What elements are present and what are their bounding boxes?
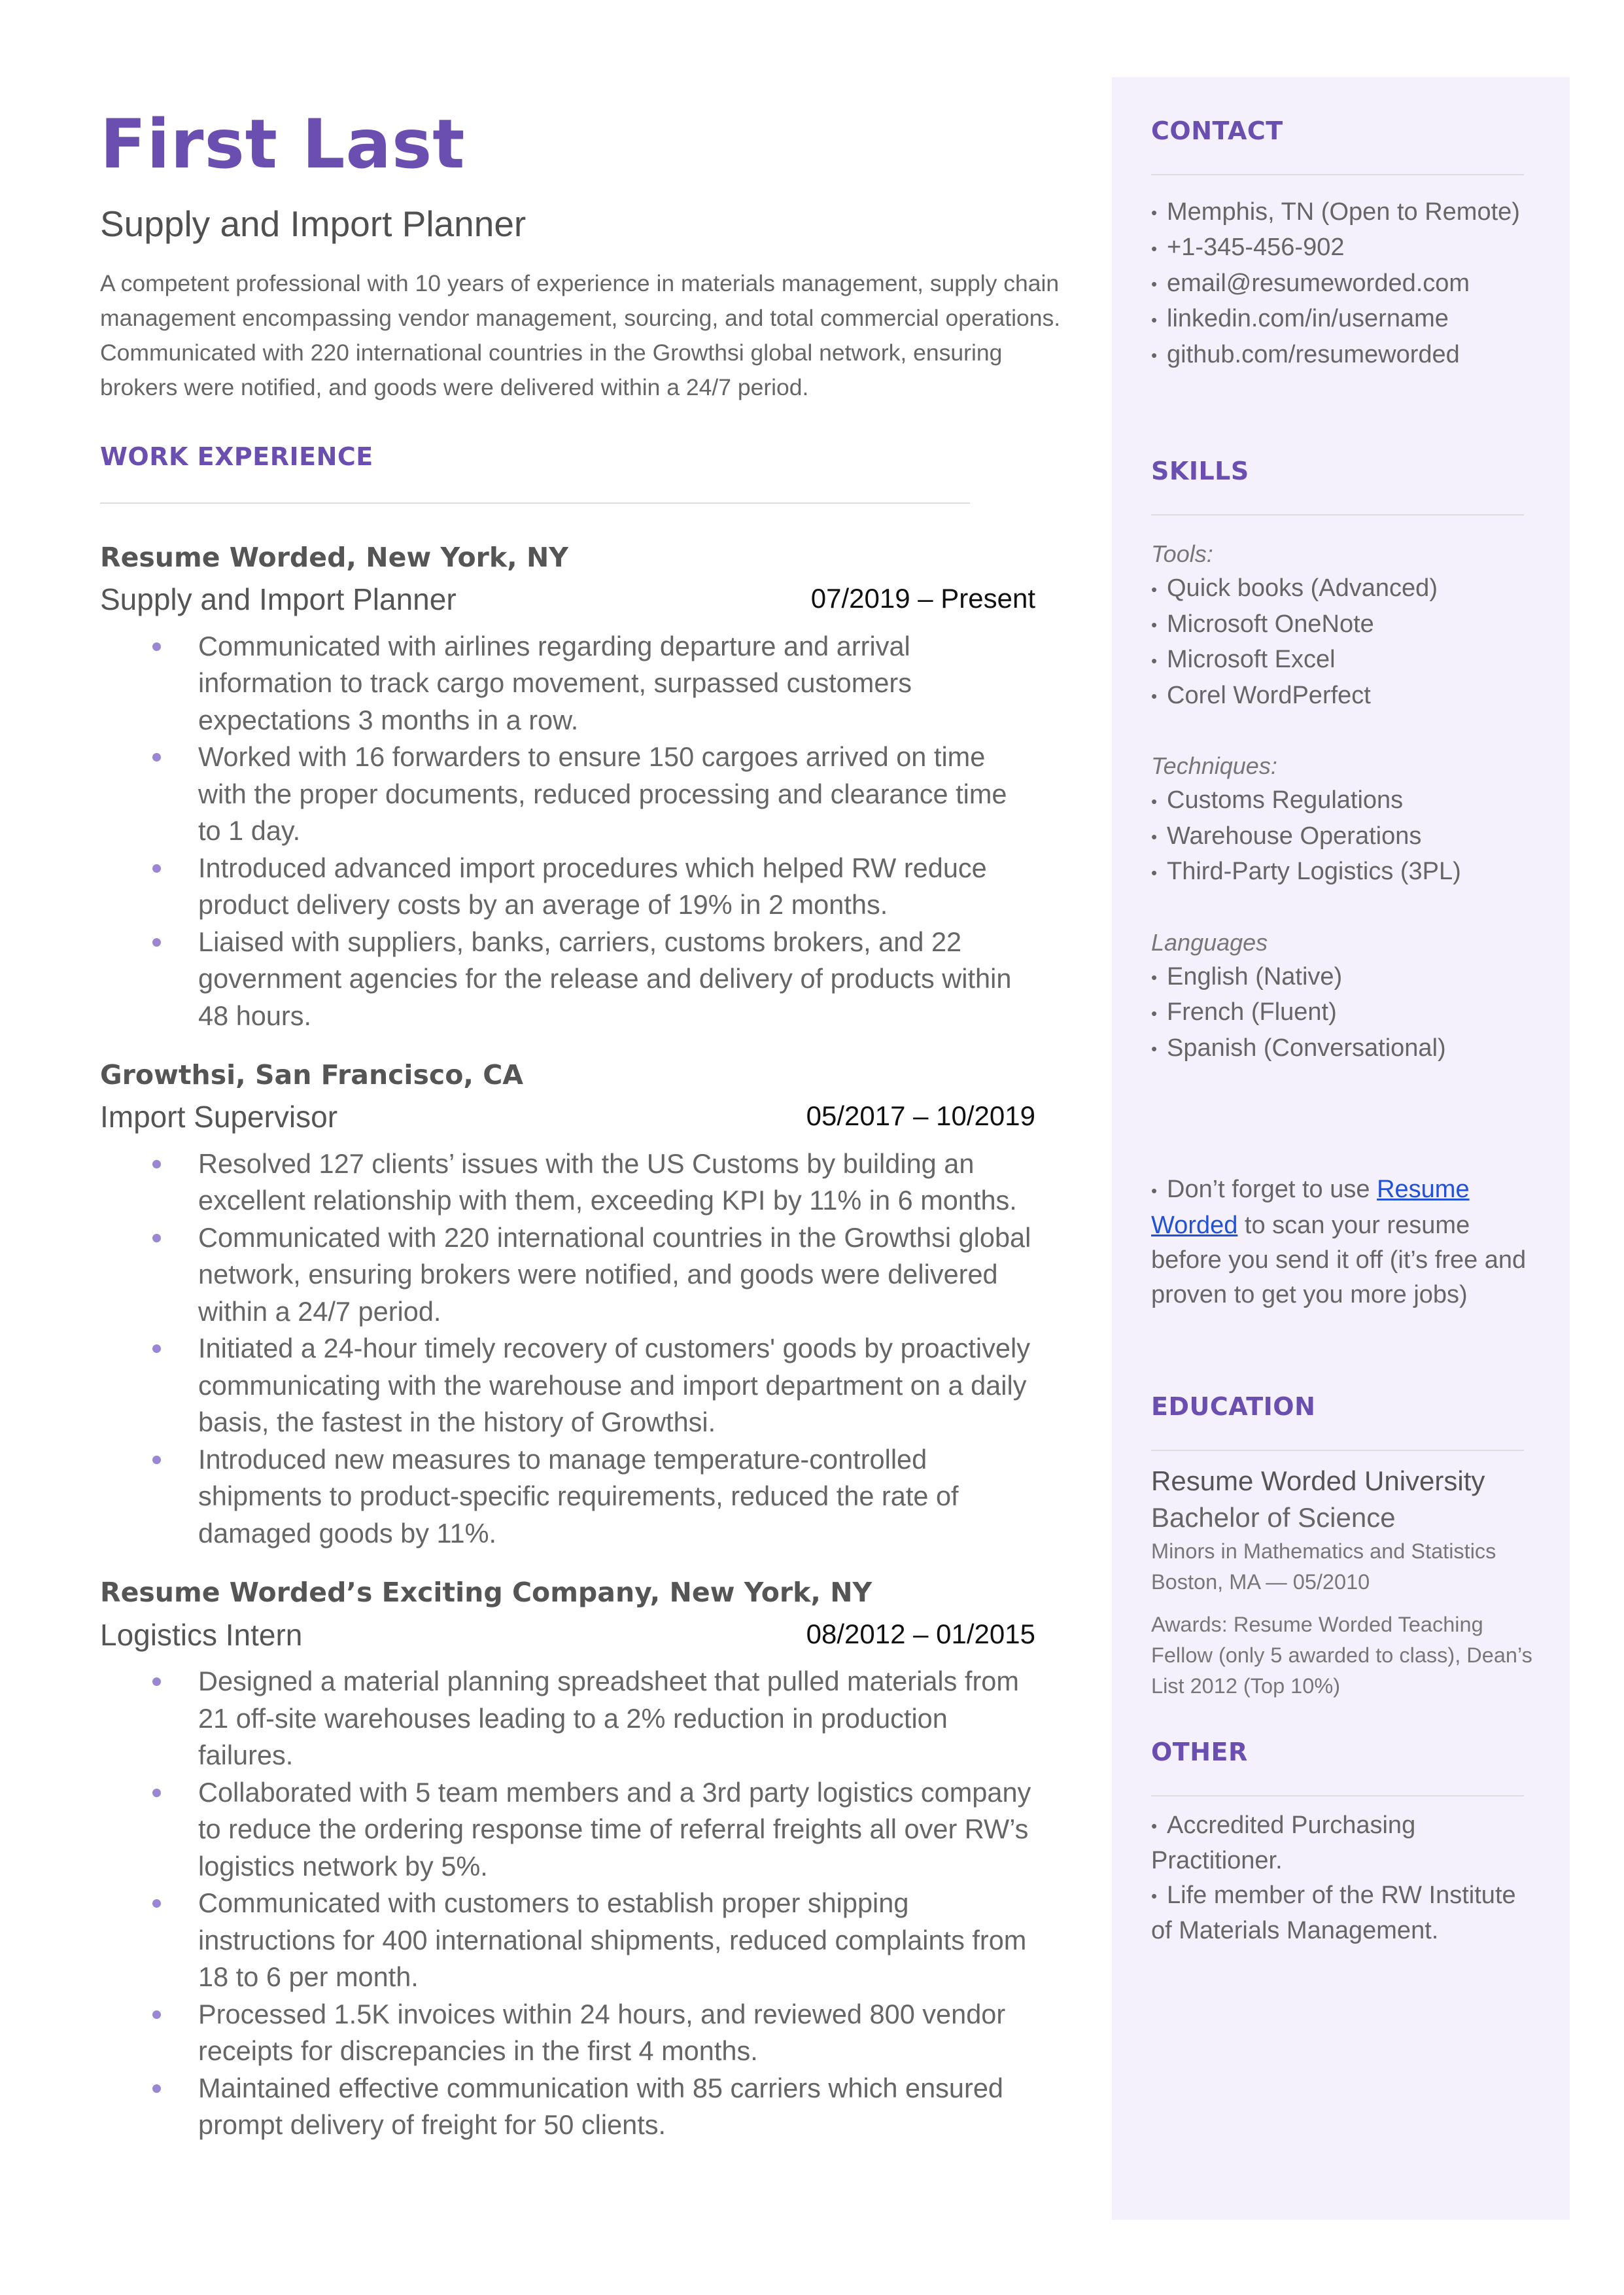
bullet-icon: • (1151, 203, 1158, 223)
job-bullets (100, 1663, 1081, 2144)
job-title: Supply and Import Planner (100, 582, 457, 616)
education-school: Resume Worded University (1151, 1465, 1485, 1496)
job-bullet-text: Communicated with customers to establish proper shipping instructions for 400 international shipments, reduced complaints from 18 to 6 per month. (198, 1887, 1027, 1993)
education-entry (1151, 1463, 1534, 1702)
other-list (1151, 1808, 1534, 1949)
job-bullet (100, 2070, 1035, 2144)
job-entry (100, 1577, 1081, 2143)
job-bullets (100, 1146, 1081, 1552)
section-divider (1151, 1450, 1524, 1451)
job-bullet (100, 1774, 1035, 1885)
contact-location: • Memphis, TN (Open to Remote) (1151, 195, 1534, 230)
skills-group-languages (1151, 925, 1534, 1066)
skill-item: • Microsoft Excel (1151, 642, 1534, 678)
skill-item: • Microsoft OneNote (1151, 607, 1534, 642)
contact-email[interactable]: • email@resumeworded.com (1151, 266, 1534, 302)
skills-group-techniques (1151, 748, 1534, 890)
bullet-icon: • (1151, 579, 1158, 599)
bullet-dot-icon (152, 1677, 161, 1686)
bullet-icon: • (1151, 1003, 1158, 1023)
bullet-dot-icon (152, 1456, 161, 1464)
skill-item: • Warehouse Operations (1151, 819, 1534, 854)
resume-worded-link[interactable]: Resume Worded (1151, 1176, 1470, 1239)
skills-group-label: Techniques: (1151, 752, 1277, 780)
job-bullet (100, 1885, 1035, 1996)
job-bullet (100, 850, 1035, 924)
skill-item: • Corel WordPerfect (1151, 678, 1534, 714)
job-company: Growthsi, San Francisco, CA (100, 1059, 524, 1091)
skills-list (1151, 571, 1534, 714)
job-dates: 08/2012 – 01/2015 (806, 1618, 1035, 1649)
job-company: Resume Worded, New York, NY (100, 541, 568, 573)
bullet-dot-icon (152, 2084, 161, 2093)
bullet-icon: • (1151, 309, 1158, 330)
bullet-dot-icon (152, 642, 161, 651)
job-bullet (100, 739, 1035, 850)
other-item: • Life member of the RW Institute of Materials Management. (1151, 1878, 1534, 1948)
skill-item: • English (Native) (1151, 960, 1534, 995)
summary: A competent professional with 10 years of experience in materials management, supply chain management encompassing vendor management, sourcing, and total commercial operations. Communicated with 220 international countries in the Growthsi global network, ensuring brokers were notified, and goods were delivered within a 24/7 period. (100, 270, 1061, 400)
job-bullet-text: Collaborated with 5 team members and a 3rd party logistics company to reduce the ordering response time of referral freights all over RW’s logistics network by 5%. (198, 1776, 1031, 1882)
job-company: Resume Worded’s Exciting Company, New York, NY (100, 1577, 872, 1609)
education-location-date: Boston, MA — 05/2010 (1151, 1569, 1370, 1594)
education-degree: Bachelor of Science (1151, 1501, 1396, 1533)
candidate-name: First Last (100, 105, 466, 184)
skills-list (1151, 960, 1534, 1066)
other-item: • Accredited Purchasing Practitioner. (1151, 1808, 1534, 1878)
job-bullet-text: Processed 1.5K invoices within 24 hours, and reviewed 800 vendor receipts for discrepancies in the first 4 months. (198, 1998, 1006, 2067)
job-bullet (100, 1663, 1035, 1774)
job-bullet (100, 924, 1035, 1035)
job-bullet-text: Worked with 16 forwarders to ensure 150 cargoes arrived on time with the proper documents, reduced processing and clearance time to 1 day. (198, 741, 1007, 847)
main-column (100, 105, 1081, 2144)
bullet-dot-icon (152, 864, 161, 873)
job-bullet (100, 1441, 1035, 1552)
bullet-dot-icon (152, 1234, 161, 1242)
bullet-icon: • (1151, 238, 1158, 258)
bullet-icon: • (1151, 791, 1158, 811)
skill-item: • Spanish (Conversational) (1151, 1031, 1534, 1066)
job-bullet-text: Introduced advanced import procedures which helped RW reduce product delivery costs by an average of 19% in 2 months. (198, 852, 987, 920)
contact-phone: • +1-345-456-902 (1151, 230, 1534, 266)
bullet-dot-icon (152, 938, 161, 947)
bullet-icon: • (1151, 827, 1158, 847)
bullet-icon: • (1151, 650, 1158, 671)
job-title: Logistics Intern (100, 1617, 303, 1652)
skill-item: • French (Fluent) (1151, 995, 1534, 1030)
section-divider (1151, 514, 1524, 516)
skill-item: • Quick books (Advanced) (1151, 571, 1534, 606)
bullet-icon: • (1151, 1886, 1158, 1906)
job-bullet (100, 1146, 1035, 1219)
skill-item: • Customs Regulations (1151, 783, 1534, 818)
job-title: Import Supervisor (100, 1100, 338, 1134)
bullet-icon: • (1151, 968, 1158, 988)
bullet-dot-icon (152, 1160, 161, 1168)
other-heading: OTHER (1151, 1737, 1248, 1766)
contact-heading: CONTACT (1151, 116, 1283, 145)
bullet-icon: • (1151, 1180, 1158, 1200)
contact-linkedin[interactable]: • linkedin.com/in/username (1151, 302, 1534, 337)
job-dates: 05/2017 – 10/2019 (806, 1100, 1035, 1132)
bullet-icon: • (1151, 345, 1158, 366)
skills-heading: SKILLS (1151, 457, 1249, 486)
education-heading: EDUCATION (1151, 1392, 1316, 1421)
job-bullet-text: Initiated a 24-hour timely recovery of customers' goods by proactively communicating with the warehouse and import department on a daily basis, the fastest in the history of Growthsi. (198, 1333, 1030, 1438)
bullet-dot-icon (152, 1344, 161, 1353)
sidebar (1112, 77, 1570, 2220)
contact-list (1151, 195, 1534, 373)
job-bullet-text: Communicated with 220 international countries in the Growthsi global network, ensuring brokers were notified, and goods were delivered within a 24/7 period. (198, 1221, 1031, 1327)
skills-group-tools (1151, 536, 1534, 714)
skill-item: • Third-Party Logistics (3PL) (1151, 854, 1534, 890)
job-bullet-text: Designed a material planning spreadsheet that pulled materials from 21 off-site warehouses leading to a 2% reduction in production failures. (198, 1666, 1019, 1771)
bullet-icon: • (1151, 274, 1158, 294)
job-bullet-text: Communicated with airlines regarding departure and arrival information to track cargo movement, surpassed customers expectations 3 months in a row. (198, 630, 912, 735)
job-bullet (100, 1996, 1035, 2070)
job-bullet (100, 1330, 1035, 1441)
job-bullet (100, 1219, 1035, 1331)
bullet-icon: • (1151, 615, 1158, 635)
candidate-role: Supply and Import Planner (100, 203, 527, 245)
job-dates: 07/2019 – Present (810, 582, 1035, 614)
skills-group-label: Tools: (1151, 540, 1213, 568)
contact-github[interactable]: • github.com/resumeworded (1151, 338, 1534, 373)
bullet-icon: • (1151, 1039, 1158, 1059)
job-bullet-text: Maintained effective communication with 85 carriers which ensured prompt delivery of freight for 50 clients. (198, 2072, 1003, 2141)
bullet-dot-icon (152, 753, 161, 762)
section-divider (100, 502, 970, 504)
bullet-icon: • (1151, 862, 1158, 883)
job-bullet (100, 628, 1035, 739)
education-awards: Awards: Resume Worded Teaching Fellow (only 5 awarded to class), Dean’s List 2012 (Top 10%) (1151, 1612, 1532, 1698)
bullet-icon: • (1151, 1815, 1158, 1836)
bullet-dot-icon (152, 2010, 161, 2019)
skills-list (1151, 783, 1534, 890)
job-bullet-text: Introduced new measures to manage temperature-controlled shipments to product-specific requirements, reduced the rate of damaged goods by 11%. (198, 1443, 959, 1549)
job-bullets (100, 628, 1081, 1035)
job-bullet-text: Liaised with suppliers, banks, carriers, customs brokers, and 22 government agencies for the release and delivery of products within 48 hours. (198, 926, 1012, 1031)
bullet-dot-icon (152, 1899, 161, 1908)
job-entry (100, 542, 1081, 1034)
resume-worded-tip: • Don’t forget to use Resume Worded to scan your resume before you send it off (it’s free and proven to get you more jobs) (1151, 1172, 1534, 1312)
skills-group-label: Languages (1151, 928, 1268, 956)
bullet-dot-icon (152, 1789, 161, 1797)
section-divider (1151, 174, 1524, 175)
bullet-icon: • (1151, 686, 1158, 707)
education-minors: Minors in Mathematics and Statistics (1151, 1539, 1496, 1563)
job-bullet-text: Resolved 127 clients’ issues with the US Customs by building an excellent relationship with them, exceeding KPI by 11% in 6 months. (198, 1148, 1017, 1216)
section-divider (1151, 1795, 1524, 1796)
work-experience-heading: WORK EXPERIENCE (100, 442, 373, 471)
job-entry (100, 1059, 1081, 1552)
